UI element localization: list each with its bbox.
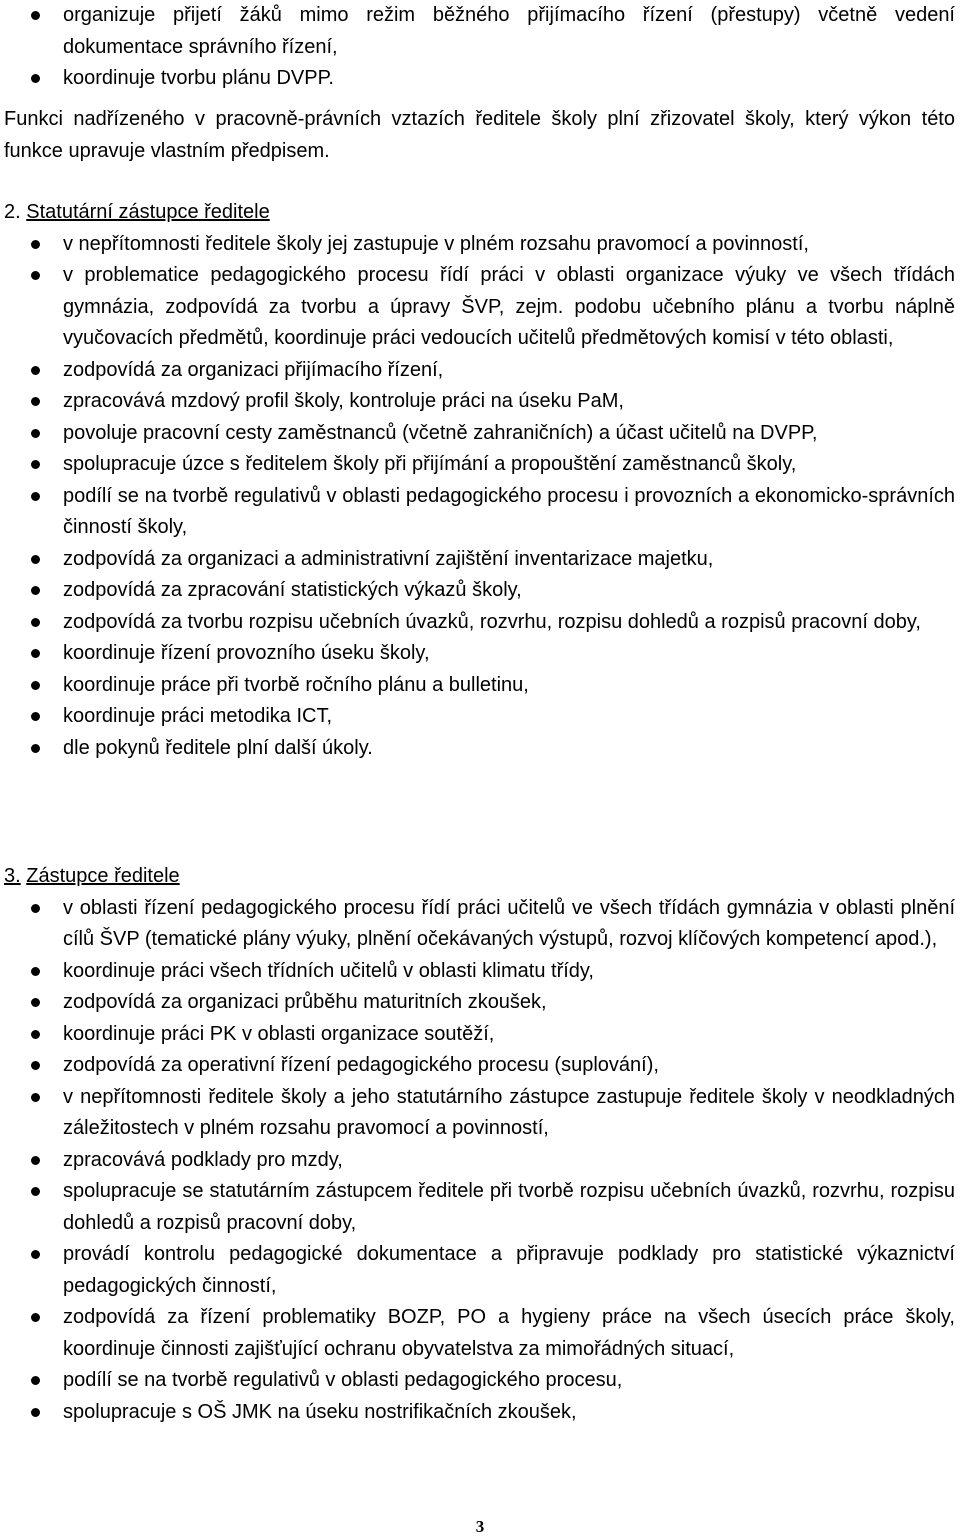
section-2-heading bbox=[0, 197, 960, 229]
section-3-title: Zástupce ředitele bbox=[26, 865, 180, 887]
bullet-icon bbox=[31, 1313, 40, 1322]
section-3-heading bbox=[0, 861, 960, 893]
list-item-text: koordinuje práci všech třídních učitelů v oblasti klimatu třídy, bbox=[63, 959, 594, 982]
bullet-icon bbox=[31, 998, 40, 1007]
list-item-text: koordinuje tvorbu plánu DVPP. bbox=[63, 67, 334, 89]
list-item bbox=[0, 63, 960, 95]
top-bullet-list bbox=[0, 0, 960, 95]
list-item-text: zodpovídá za organizaci přijímacího řízení, bbox=[63, 358, 444, 381]
list-item bbox=[0, 1302, 960, 1365]
list-item-text: zodpovídá za operativní řízení pedagogického procesu (suplování), bbox=[63, 1054, 659, 1076]
page-number: 3 bbox=[475, 1517, 485, 1536]
list-item bbox=[0, 418, 960, 450]
list-item bbox=[0, 987, 960, 1019]
section-3-number: 3. bbox=[4, 865, 21, 887]
list-item-text: dle pokynů ředitele plní další úkoly. bbox=[63, 736, 373, 759]
bullet-icon bbox=[31, 271, 40, 280]
section-2-title: Statutární zástupce ředitele bbox=[26, 201, 270, 223]
bullet-icon bbox=[31, 1093, 40, 1102]
bullet-icon bbox=[31, 649, 40, 658]
list-item bbox=[0, 1050, 960, 1082]
list-item-text: podílí se na tvorbě regulativů v oblasti pedagogického procesu i provozních a ekonomicko-správních činností školy, bbox=[63, 484, 955, 538]
list-item-text: provádí kontrolu pedagogické dokumentace a připravuje podklady pro statistické výkaznictví pedagogických činností, bbox=[63, 1243, 955, 1297]
bullet-icon bbox=[31, 618, 40, 627]
section-2-number: 2. bbox=[4, 201, 21, 223]
list-item bbox=[0, 449, 960, 481]
list-item bbox=[0, 893, 960, 956]
list-item-text: koordinuje řízení provozního úseku školy, bbox=[63, 642, 430, 664]
list-item-text: koordinuje práci metodika ICT, bbox=[63, 705, 333, 727]
top-list-block bbox=[0, 0, 960, 95]
list-item-text: zodpovídá za zpracování statistických výkazů školy, bbox=[63, 579, 522, 601]
list-item bbox=[0, 386, 960, 418]
list-item-text: organizuje přijetí žáků mimo režim běžného přijímacího řízení (přestupy) včetně vedení dokumentace správního řízení, bbox=[63, 4, 955, 58]
list-item-text: spolupracuje se statutárním zástupcem ředitele při tvorbě rozpisu učebních úvazků, rozvrhu, rozpisu dohledů a rozpisů pracovní doby, bbox=[63, 1180, 955, 1234]
list-item-text: spolupracuje s OŠ JMK na úseku nostrifikačních zkoušek, bbox=[63, 1400, 577, 1423]
list-item bbox=[0, 956, 960, 988]
bullet-icon bbox=[31, 1061, 40, 1070]
list-item bbox=[0, 0, 960, 63]
list-item bbox=[0, 544, 960, 576]
list-item bbox=[0, 575, 960, 607]
bullet-icon bbox=[31, 904, 40, 913]
section-2 bbox=[0, 197, 960, 764]
list-item bbox=[0, 229, 960, 261]
section-2-list bbox=[0, 229, 960, 765]
list-item-text: spolupracuje úzce s ředitelem školy při přijímání a propouštění zaměstnanců školy, bbox=[63, 453, 797, 475]
bullet-icon bbox=[31, 586, 40, 595]
list-item bbox=[0, 607, 960, 639]
list-item-text: v nepřítomnosti ředitele školy a jeho statutárního zástupce zastupuje ředitele školy v neodkladných záležitostech v plném rozsahu pravomocí a povinností, bbox=[63, 1085, 955, 1139]
list-item bbox=[0, 260, 960, 355]
list-item bbox=[0, 733, 960, 765]
list-item bbox=[0, 701, 960, 733]
bullet-icon bbox=[31, 1187, 40, 1196]
list-item-text: zodpovídá za řízení problematiky BOZP, PO a hygieny práce na všech úsecích práce školy, koordinuje činnosti zajišťující ochranu obyvatelstva za mimořádných situací, bbox=[63, 1306, 955, 1360]
list-item-text: zpracovává mzdový profil školy, kontroluje práci na úseku PaM, bbox=[63, 390, 624, 412]
bullet-icon bbox=[31, 1030, 40, 1039]
list-item bbox=[0, 1145, 960, 1177]
list-item-text: koordinuje práce při tvorbě ročního plánu a bulletinu, bbox=[63, 673, 529, 696]
list-item bbox=[0, 638, 960, 670]
list-item bbox=[0, 481, 960, 544]
list-item-text: zpracovává podklady pro mzdy, bbox=[63, 1148, 343, 1171]
list-item bbox=[0, 1082, 960, 1145]
bullet-icon bbox=[31, 1408, 40, 1417]
list-item bbox=[0, 1019, 960, 1051]
bullet-icon bbox=[31, 712, 40, 721]
bullet-icon bbox=[31, 429, 40, 438]
bullet-icon bbox=[31, 555, 40, 564]
bullet-icon bbox=[31, 967, 40, 976]
intro-paragraph-block bbox=[0, 104, 960, 167]
list-item bbox=[0, 355, 960, 387]
list-item-text: zodpovídá za organizaci průběhu maturitních zkoušek, bbox=[63, 991, 547, 1013]
list-item-text: zodpovídá za organizaci a administrativní zajištění inventarizace majetku, bbox=[63, 547, 714, 570]
list-item-text: koordinuje práci PK v oblasti organizace soutěží, bbox=[63, 1022, 495, 1045]
bullet-icon bbox=[31, 681, 40, 690]
bullet-icon bbox=[31, 492, 40, 501]
bullet-icon bbox=[31, 460, 40, 469]
section-3-list bbox=[0, 893, 960, 1429]
list-item-text: podílí se na tvorbě regulativů v oblasti pedagogického procesu, bbox=[63, 1369, 623, 1391]
intro-paragraph: Funkci nadřízeného v pracovně-právních vztazích ředitele školy plní zřizovatel školy, který výkon této funkce upravuje vlastním předpisem. bbox=[4, 108, 955, 162]
list-item bbox=[0, 1365, 960, 1397]
bullet-icon bbox=[31, 744, 40, 753]
list-item-text: v oblasti řízení pedagogického procesu řídí práci učitelů ve všech třídách gymnázia v oblasti plnění cílů ŠVP (tematické plány výuky, plnění očekávaných výstupů, rozvoj klíčových kompetencí apod.), bbox=[63, 896, 955, 950]
bullet-icon bbox=[31, 1156, 40, 1165]
list-item bbox=[0, 1397, 960, 1429]
bullet-icon bbox=[31, 1376, 40, 1385]
list-item bbox=[0, 670, 960, 702]
list-item bbox=[0, 1176, 960, 1239]
list-item-text: v nepřítomnosti ředitele školy jej zastupuje v plném rozsahu pravomocí a povinností, bbox=[63, 232, 809, 255]
section-3 bbox=[0, 861, 960, 1428]
bullet-icon bbox=[31, 240, 40, 249]
list-item bbox=[0, 1239, 960, 1302]
bullet-icon bbox=[31, 74, 40, 83]
bullet-icon bbox=[31, 1250, 40, 1259]
bullet-icon bbox=[31, 366, 40, 375]
list-item-text: v problematice pedagogického procesu řídí práci v oblasti organizace výuky ve všech třídách gymnázia, zodpovídá za tvorbu a úpravy ŠVP, zejm. podobu učebního plánu a tvorbu náplně vyučovacích předmětů, koordinuje práci vedoucích učitelů předmětových komisí v této oblasti, bbox=[63, 264, 955, 349]
list-item-text: povoluje pracovní cesty zaměstnanců (včetně zahraničních) a účast učitelů na DVPP, bbox=[63, 421, 818, 444]
bullet-icon bbox=[31, 397, 40, 406]
bullet-icon bbox=[31, 11, 40, 20]
list-item-text: zodpovídá za tvorbu rozpisu učebních úvazků, rozvrhu, rozpisu dohledů a rozpisů pracovní doby, bbox=[63, 610, 921, 633]
